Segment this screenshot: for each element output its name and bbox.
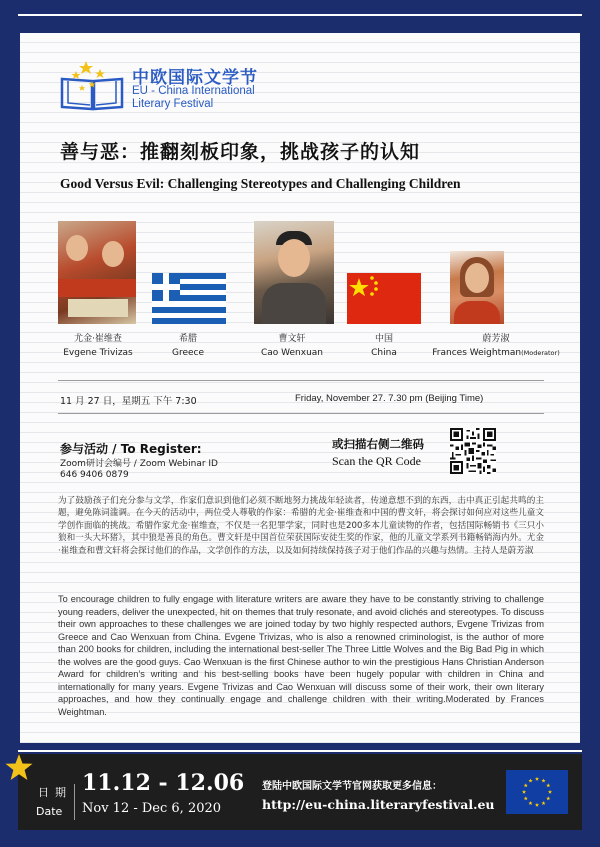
qr-caption-en: Scan the QR Code — [332, 454, 421, 468]
footer-date-label-cn: 日期 — [38, 786, 72, 799]
event-title-cn: 善与恶：推翻刻板印象，挑战孩子的认知 — [60, 141, 421, 163]
festival-dates-big: 11.12 - 12.06 — [82, 770, 245, 796]
festival-logo-icon — [56, 59, 136, 111]
festival-dates-small: Nov 12 - Dec 6, 2020 — [82, 801, 222, 816]
star-icon — [4, 753, 34, 783]
qr-code-icon[interactable] — [450, 428, 496, 474]
country-label-china: 中国 China — [371, 334, 397, 358]
event-datetime-en: Friday, November 27. 7.30 pm (Beijing Time) — [295, 393, 484, 404]
website-prompt-cn: 登陆中欧国际文学节官网获取更多信息： — [262, 781, 442, 792]
divider-top — [58, 380, 544, 381]
china-flag-icon — [347, 273, 421, 324]
speaker-name-cao: 曹文轩 Cao Wenxuan — [260, 334, 324, 358]
footer-divider — [74, 784, 75, 820]
footer-date-label-en: Date — [36, 805, 63, 818]
top-border — [0, 0, 600, 30]
divider-bottom — [58, 413, 544, 414]
zoom-webinar-id[interactable]: 646 9406 0879 — [60, 470, 129, 480]
description-cn: 为了鼓励孩子们充分参与文学，作家们意识到他们必须不断地努力挑战年轻读者，传递意想不到的东西，击中真正引起共鸣的主题，避免陈词滥调。在今天的活动中，两位受人尊敬的作家：希腊的尤金·崔维查和中国的曹文轩，将会探讨如何应对这些儿童文学创作面临的挑战。希腊作家尤金·崔维查，不仅是一名犯罪学家，同时也是200多本儿童读物的作者，包括国际畅销书《三只小狼和一头大坏猪》，其中狼是善良的角色。曹文轩是中国首位荣获国际安徒生奖的作家，他的儿童文学系列书籍畅销海内外。尤金·崔维查和曹文轩将会探讨他们的作品，文学创作的方法，以及如何持续保持孩子对于他们作品的兴趣与热情。主持人是蔚芳淑 — [58, 496, 544, 556]
speaker-name-trivizas: 尤金·崔维查 Evgene Trivizas — [63, 334, 133, 358]
event-title-en: Good Versus Evil: Challenging Stereotypes and Challenging Children — [60, 176, 461, 191]
eu-flag-icon — [506, 770, 568, 814]
festival-name-en: EU - China International Literary Festival — [132, 85, 255, 110]
event-datetime-cn: 11 月 27 日，星期五 下午 7:30 — [60, 396, 197, 407]
zoom-label: Zoom研讨会编号 / Zoom Webinar ID — [60, 459, 218, 469]
photo-frances-weightman — [450, 251, 504, 324]
poster-paper — [20, 33, 580, 743]
bottom-border — [18, 750, 582, 752]
qr-caption-cn: 或扫描右侧二维码 — [332, 437, 424, 451]
country-label-greece: 希腊 Greece — [171, 334, 205, 358]
photo-evgene-trivizas — [58, 221, 136, 324]
festival-name-cn: 中欧国际文学节 — [132, 68, 258, 88]
greece-flag-icon — [152, 273, 226, 324]
photo-cao-wenxuan — [254, 221, 334, 324]
speaker-name-weightman: 蔚芳淑 Frances Weightman(Moderator) — [432, 334, 560, 358]
website-link[interactable]: http://eu-china.literaryfestival.eu — [262, 797, 495, 812]
description-en: To encourage children to fully engage with literature writers are aware they have to be constantly striving to challenge young readers, deliver the unexpected, hit on themes that truly resonate, and avoid clichés and stereotypes. To discuss their own approaches to these challenges we are joined today by two highly respected authors, Evgene Trivizas from Greece and Cao Wenxuan from China. Evgene Trivizas, who is also a renowned criminologist, is the author of more than 200 books for children, including the international best-seller The Three Little Wolves and the Big Bad Pig in which the wolves are the good guys. Cao Wenxuan is the first Chinese author to win the prestigious Hans Christian Anderson Award for children’s writing and his best-selling books have been hugely popular with children in China and internationally for many years. Evgene Trivizas and Cao Wenxuan will discuss some of their work, their own literary approaches, and how they continually engage and challenge children with their writing.Moderated by Frances Weightman. — [58, 594, 544, 717]
register-title: 参与活动 / To Register: — [60, 442, 202, 456]
